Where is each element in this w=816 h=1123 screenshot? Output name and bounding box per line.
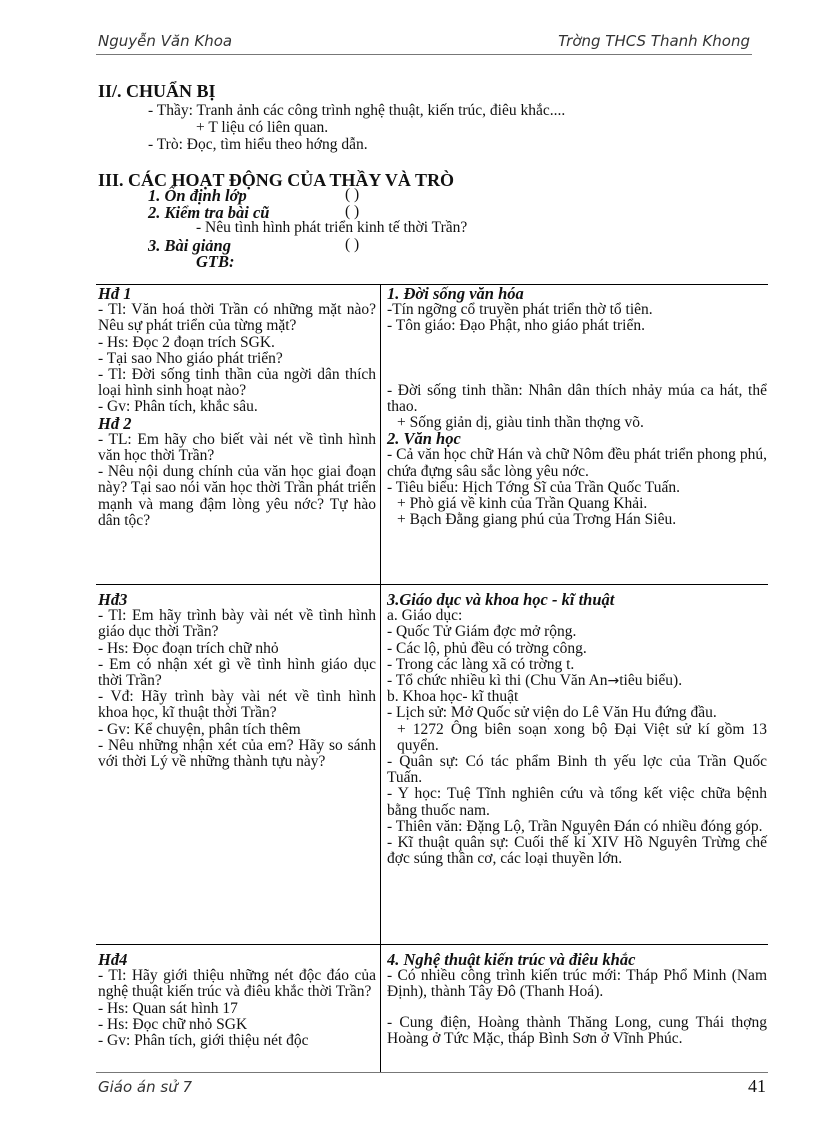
footer-rule	[96, 1072, 768, 1073]
content-line: -Tín ngỡng cổ truyền phát triển thờ tổ tiên.	[387, 301, 653, 319]
content-line: - Cung điện, Hoàng thành Thăng Long, cung Thái thợng Hoàng ở Tức Mặc, tháp Bình Sơn ở Vĩnh Phúc.	[387, 1013, 767, 1047]
content-line: - Tôn giáo: Đạo Phật, nho giáo phát triển.	[387, 317, 645, 335]
section-3-title: III. CÁC HOẠT ĐỘNG CỦA THẦY VÀ TRÒ	[98, 170, 455, 190]
content-line: - Thiên văn: Đặng Lộ, Trần Nguyên Đán có nhiều đóng góp.	[387, 817, 763, 835]
activity-line: - Tại sao Nho giáo phát triển?	[98, 349, 283, 367]
activity-line: - Hs: Đọc chữ nhỏ SGK	[98, 1015, 248, 1033]
content-line: - Cả văn học chữ Hán và chữ Nôm đều phát triển phong phú, chứa đựng sâu sắc lòng yêu nớc.	[387, 446, 767, 480]
gtb-label: GTB:	[196, 252, 235, 271]
activity-line: - Hs: Đọc đoạn trích chữ nhỏ	[98, 639, 279, 657]
column-divider	[380, 284, 381, 1072]
prep-line-teacher: - Thầy: Tranh ảnh các công trình nghệ thuật, kiến trúc, điêu khắc....	[148, 102, 566, 119]
page-header	[98, 30, 750, 52]
exam-text: - Tổ chức nhiều kì thi (Chu Văn An	[387, 672, 608, 690]
content-line: - Các lộ, phủ đều có trờng công.	[387, 639, 587, 657]
step-2-paren: ( )	[345, 203, 360, 220]
content-line: + Bạch Đằng giang phú của Trơng Hán Siêu.	[397, 511, 677, 529]
content-line: - Y học: Tuệ Tĩnh nghiên cứu và tổng kết việc chữa bệnh bằng thuốc nam.	[387, 785, 767, 819]
activity-line: - Tl: Đời sống tinh thần của ngời dân thích loại hình sinh hoạt nào?	[98, 366, 376, 400]
content-line: - Tiêu biểu: Hịch Tớng Sĩ của Trần Quốc Tuấn.	[387, 478, 680, 496]
activity-line: - Vđ: Hãy trình bày vài nét về tình hình khoa học, kĩ thuật thời Trần?	[98, 688, 376, 722]
school-name: Trờng THCS Thanh Khong	[558, 32, 750, 50]
activity-line: - Tl: Văn hoá thời Trần có những mặt nào? Nêu sự phát triển của từng mặt?	[98, 301, 376, 335]
activity-line: - Hs: Đọc 2 đoạn trích SGK.	[98, 333, 275, 351]
author-name: Nguyễn Văn Khoa	[98, 32, 233, 50]
right-arrow-icon: →	[607, 673, 620, 690]
content-line: - Đời sống tinh thần: Nhân dân thích nhảy múa ca hát, thể thao.	[387, 381, 767, 415]
activity-line: - Gv: Phân tích, giới thiệu nét độc	[98, 1032, 309, 1050]
activity-3-left	[98, 592, 376, 770]
activity-line: - TL: Em hãy cho biết vài nét về tình hình văn học thời Trần?	[98, 430, 376, 465]
step-1-label: 1. Ổn định lớp	[148, 186, 247, 205]
exam-text-tail: tiêu biểu).	[619, 672, 683, 690]
subject-label: Giáo án sử 7	[98, 1078, 193, 1096]
prep-line-materials: + T liệu có liên quan.	[196, 119, 329, 136]
activity-line: - Nêu nội dung chính của văn học giai đoạn này? Tại sao nói văn học thời Trần phát triển mạnh và mang đậm lòng yêu nớc? Tự hào dân tộc?	[98, 463, 376, 529]
step-2-question: - Nêu tình hình phát triển kinh tế thời Trần?	[196, 219, 468, 236]
content-heading: 2. Văn học	[387, 429, 461, 449]
activity-line: - Em có nhận xét gì về tình hình giáo dục thời Trần?	[98, 655, 376, 690]
content-heading: 4. Nghệ thuật kiến trúc và điêu khắc	[387, 952, 636, 969]
content-3-right	[387, 592, 767, 867]
step-2-label: 2. Kiểm tra bài cũ	[148, 203, 270, 222]
content-line: - Có nhiều công trình kiến trúc mới: Tháp Phổ Minh (Nam Định), thành Tây Đô (Thanh Hoá).	[387, 967, 767, 1001]
activity-line: - Nêu những nhận xét của em? Hãy so sánh với thời Lý về những thành tựu này?	[98, 736, 376, 771]
content-line: + Sống giản dị, giàu tinh thần thợng võ.	[397, 414, 644, 432]
content-line: a. Giáo dục:	[387, 607, 463, 625]
header-rule	[96, 54, 752, 55]
table-row-rule	[96, 944, 768, 945]
activity-heading: Hđ4	[98, 952, 128, 969]
activity-heading: Hđ3	[98, 590, 128, 609]
content-line	[387, 673, 767, 689]
content-line: - Quân sự: Có tác phẩm Binh th yếu lợc của Trần Quốc Tuấn.	[387, 753, 767, 787]
section-2-title: II/. CHUẨN BỊ	[98, 81, 216, 101]
content-1-2-right	[387, 286, 767, 528]
step-3-paren: ( )	[345, 236, 360, 253]
activity-line: - Tl: Em hãy trình bày vài nét về tình hình giáo dục thời Trần?	[98, 607, 376, 641]
step-1-paren: ( )	[345, 186, 360, 203]
activity-heading: Hđ 2	[98, 413, 132, 433]
table-row-rule	[96, 584, 768, 585]
content-line: - Lịch sử: Mở Quốc sử viện do Lê Văn Hu đứng đầu.	[387, 704, 717, 722]
content-line: + 1272 Ông biên soạn xong bộ Đại Việt sử kí gồm 13 quyển.	[397, 720, 767, 754]
page-number: 41	[748, 1076, 766, 1096]
step-3-label: 3. Bài giảng	[148, 236, 231, 255]
activity-1-2-left	[98, 286, 376, 529]
activity-line: - Gv: Phân tích, khắc sâu.	[98, 398, 258, 416]
activity-line: - Hs: Quan sát hình 17	[98, 999, 238, 1017]
content-heading: 3.Giáo dục và khoa học - kĩ thuật	[387, 590, 615, 609]
activity-line: - Gv: Kể chuyện, phân tích thêm	[98, 720, 301, 738]
content-line: + Phò giá về kinh của Trần Quang Khải.	[397, 495, 648, 513]
content-line: - Kĩ thuật quân sự: Cuối thế kỉ XIV Hồ Nguyên Trừng chế đợc súng thần cơ, các loại thuyền lớn.	[387, 834, 767, 868]
activity-4-left	[98, 952, 376, 1072]
activity-heading: Hđ 1	[98, 284, 132, 303]
content-4-right	[387, 952, 767, 1072]
content-line: b. Khoa học- kĩ thuật	[387, 688, 519, 706]
content-line: - Trong các làng xã có trờng t.	[387, 655, 575, 673]
activity-line: - Tl: Hãy giới thiệu những nét độc đáo của nghệ thuật kiến trúc và điêu khắc thời Trần?	[98, 967, 376, 1001]
content-line: - Quốc Tử Giám đợc mở rộng.	[387, 623, 577, 641]
prep-line-student: - Trò: Đọc, tìm hiểu theo hớng dẫn.	[148, 136, 368, 153]
content-heading: 1. Đời sống văn hóa	[387, 284, 524, 303]
